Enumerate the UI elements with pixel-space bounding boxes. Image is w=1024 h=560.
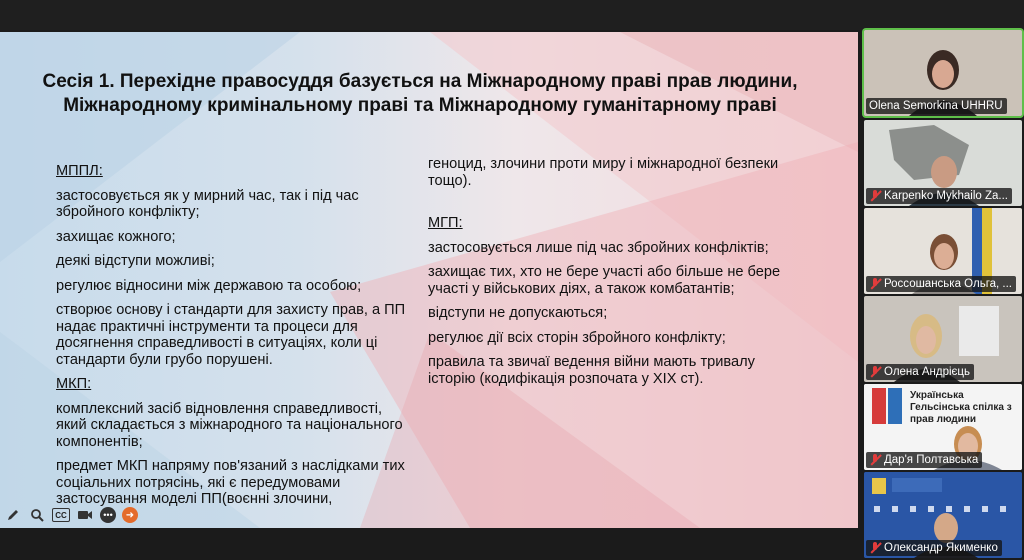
logo-text: Українська Гельсінська спілка з прав людини [910,390,1012,425]
mppl-item: захищає кожного; [56,228,176,245]
pencil-icon[interactable] [4,506,22,524]
mkp-item: комплексний засіб відновлення справедливості, який складається з міжнародного та національного компонентів; [56,400,403,450]
more-icon[interactable]: ••• [100,507,116,523]
mgp-heading: МГП: [428,215,463,231]
continuation-text: геноцид, злочини проти миру і міжнародної безпеки тощо). [428,156,779,189]
mgp-item: правила та звичаї ведення війни мають тривалу історію (кодифікація розпочата у XIX ст). [428,354,755,387]
participant-name: Россошанська Ольга, ... [866,276,1016,292]
mic-muted-icon [869,454,881,466]
meeting-top-bar [0,0,1024,30]
mgp-item: регулює дії всіх сторін збройного конфлікту; [428,329,726,346]
mppl-heading: МППЛ: [56,163,103,179]
mppl-item: деякі відступи можливі; [56,253,215,269]
participant-name: Олександр Якименко [866,540,1002,556]
participant-name: Дар'я Полтавська [866,452,982,468]
mppl-item: створює основу і стандарти для захисту прав, а ПП надає практичні інструменти та процеси для досягнення справедливості в ситуаціях, коли ці стандарти були грубо порушені. [56,302,406,368]
mic-muted-icon [869,542,881,554]
participant-tile[interactable] [864,30,1022,116]
participant-name: Олена Андрієць [866,364,974,380]
cc-icon[interactable]: CC [52,508,70,522]
mic-muted-icon [869,278,881,290]
mgp-item: відступи не допускаються; [428,305,608,321]
participant-name: Olena Semorkina UHHRU [866,98,1007,114]
participant-tile[interactable] [864,472,1022,558]
meeting-bottom-bar [0,530,860,560]
participant-tile[interactable] [864,384,1022,470]
mgp-item: захищає тих, хто не бере участі або більше не бере участі у військових діях, а також комбатантів; [428,264,781,297]
camera-icon[interactable] [76,506,94,524]
participant-tile[interactable] [864,120,1022,206]
annotation-toolbar [4,504,138,526]
mppl-item: застосовується як у мирний час, так і під час збройного конфлікту; [56,187,359,220]
participant-name: Karpenko Mykhailo Za... [866,188,1012,204]
mkp-heading: МКП: [56,376,92,392]
participant-tile[interactable] [864,208,1022,294]
right-column [428,156,788,395]
mgp-item: застосовується лише під час збройних конфліктів; [428,239,769,256]
mic-muted-icon [869,366,881,378]
slide-title: Сесія 1. Перехідне правосуддя базується на Міжнародному праві прав людини, Міжнародному кримінальному праві та Міжнародному гуманітарному праві [42,71,798,116]
shared-screen [0,32,858,528]
magnifier-icon[interactable] [28,506,46,524]
left-column [56,163,414,516]
pointer-icon[interactable]: ➜ [122,507,138,523]
mppl-item: регулює відносини між державою та особою; [56,277,362,294]
participant-tile[interactable] [864,296,1022,382]
mkp-item: предмет МКП напряму пов'язаний з наслідками тих соціальних потрясінь, які є передумовами застосування моделі ПП(воєнні злочини, [56,458,405,507]
mic-muted-icon [869,190,881,202]
